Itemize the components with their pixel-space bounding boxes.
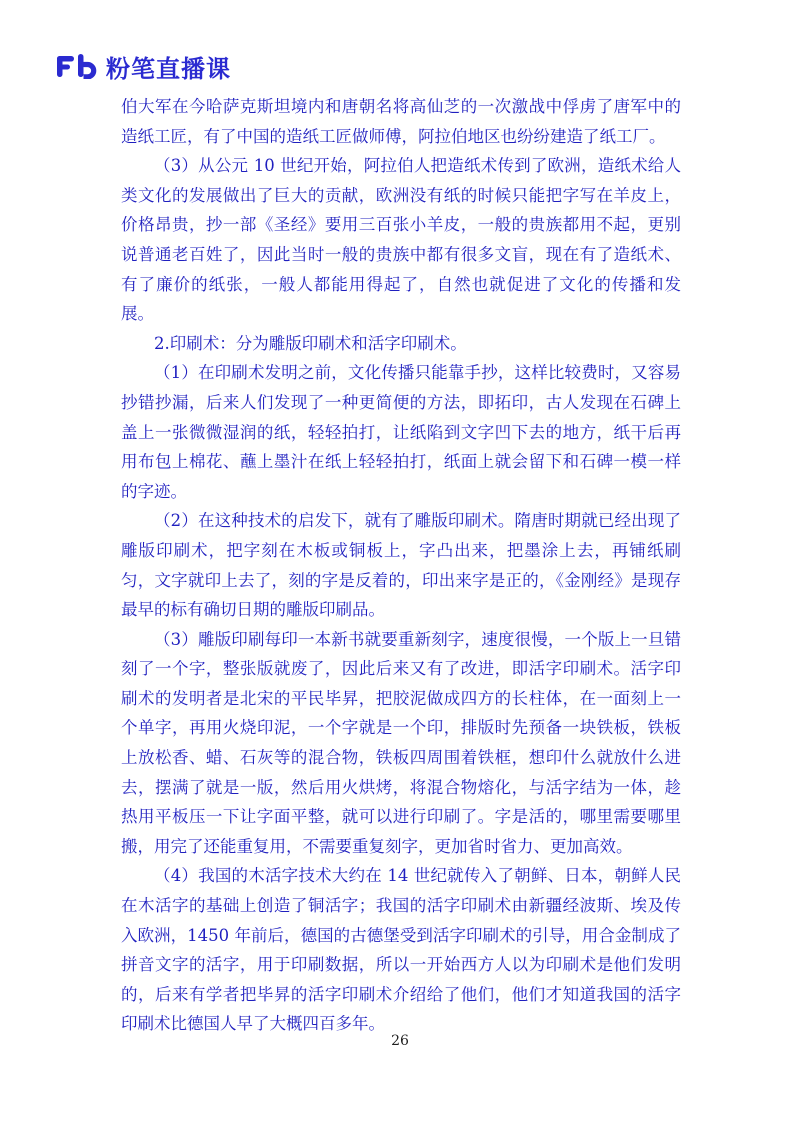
brand-name: 粉笔直播课: [106, 54, 231, 83]
section-heading-printing: 2.印刷术：分为雕版印刷术和活字印刷术。: [154, 333, 467, 353]
paragraph-woodblock: （2）在这种技术的启发下，就有了雕版印刷术。隋唐时期就已经出现了雕版印刷术，把字刻在木板或铜板上，字凸出来，把墨涂上去，再铺纸刷匀，文字就印上去了，刻的字是反着的，印出来字是正的，《金刚经》是现存最早的标有确切日期的雕版印刷品。: [121, 511, 681, 620]
paragraph-movable-type: （3）雕版印刷每印一本新书就要重新刻字，速度很慢，一个版上一旦错刻了一个字，整张版就废了，因此后来又有了改进，即活字印刷术。活字印刷术的发明者是北宋的平民毕昇，把胶泥做成四方的长柱体，在一面刻上一个单字，再用火烧印泥，一个字就是一个印，排版时先预备一块铁板，铁板上放松香、蜡、石灰等的混合物，铁板四周围着铁框，想印什么就放什么进去，摆满了就是一版，然后用火烘烤，将混合物熔化，与活字结为一体，趁热用平板压一下让字面平整，就可以进行印刷了。字是活的，哪里需要哪里搬，用完了还能重复用，不需要重复刻字，更加省时省力、更加高效。: [121, 629, 681, 856]
paragraph-rubbing: （1）在印刷术发明之前，文化传播只能靠手抄，这样比较费时，又容易抄错抄漏，后来人们发现了一种更简便的方法，即拓印，古人发现在石碑上盖上一张微微湿润的纸，轻轻拍打，让纸陷到文字凹下去的地方，纸干后再用布包上棉花、蘸上墨汁在纸上轻轻拍打，纸面上就会留下和石碑一模一样的字迹。: [121, 363, 681, 501]
paragraph-papermaking-europe: （3）从公元 10 世纪开始，阿拉伯人把造纸术传到了欧洲，造纸术给人类文化的发展做出了巨大的贡献，欧洲没有纸的时候只能把字写在羊皮上，价格昂贵，抄一部《圣经》要用三百张小羊皮，一般的贵族都用不起，更别说普通老百姓了，因此当时一般的贵族中都有很多文盲，现在有了造纸术、有了廉价的纸张，一般人都能用得起了，自然也就促进了文化的传播和发展。: [121, 156, 681, 324]
header-logo: [56, 50, 231, 82]
paragraph-continued: 伯大军在今哈萨克斯坦境内和唐朝名将高仙芝的一次激战中俘虏了唐军中的造纸工匠，有了中国的造纸工匠做师傅，阿拉伯地区也纷纷建造了纸工厂。: [121, 97, 681, 146]
paragraph-spread: （4）我国的木活字技术大约在 14 世纪就传入了朝鲜、日本，朝鲜人民在木活字的基础上创造了铜活字；我国的活字印刷术由新疆经波斯、埃及传入欧洲，1450 年前后，德国的古德堡受到活字印刷术的引导，用合金制成了拼音文字的活字，用于印刷数据，所以一开始西方人以为印刷术是他们发明的，后来有学者把毕昇的活字印刷术介绍给了他们，他们才知道我国的活字印刷术比德国人早了大概四百多年。: [121, 866, 681, 1034]
fb-logo-icon: [56, 53, 98, 79]
document-body: [121, 92, 681, 1039]
page-number: 26: [391, 1033, 409, 1049]
